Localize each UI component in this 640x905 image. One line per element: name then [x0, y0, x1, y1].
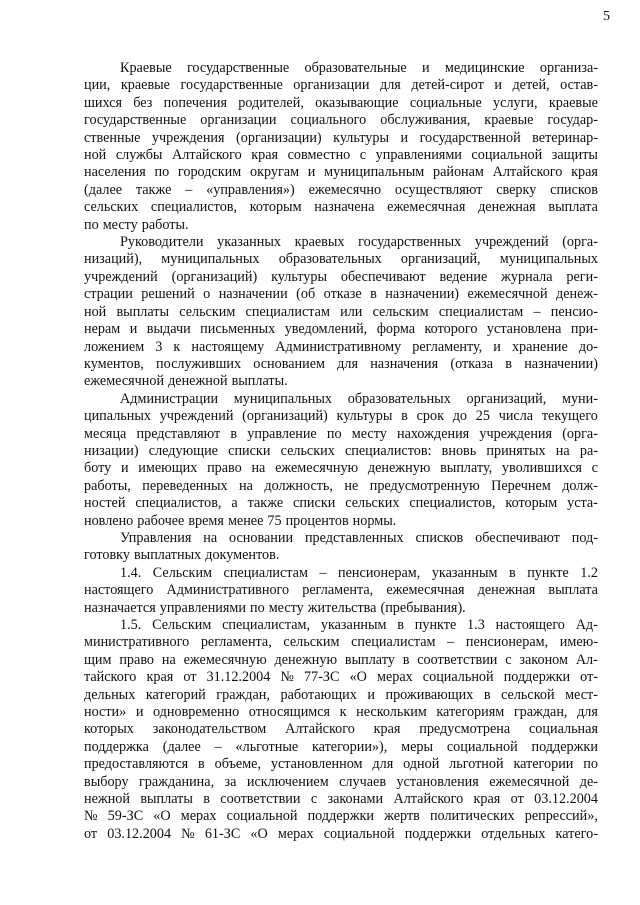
text-line: шихся без попечения родителей, оказывающие социальные услуги, краевые: [84, 94, 598, 111]
text-line: выбору гражданина, за исключением случаев установления ежемесячной де-: [84, 773, 598, 790]
paragraph: [84, 565, 598, 617]
text-line: готовку выплатных документов.: [84, 547, 280, 564]
text-line: учреждений (организаций) культуры обеспечивают ведение журнала реги-: [84, 268, 598, 285]
text-line: ностей специалистов, а также списки сельских специалистов, которым уста-: [84, 495, 598, 512]
text-line: ложением 3 к настоящему Административному регламенту, и хранение до-: [84, 338, 598, 355]
text-line: назначается управлениями по месту жительства (пребывания).: [84, 599, 466, 616]
text-line: ции, краевые государственные организации для детей-сирот и детей, остав-: [84, 77, 598, 94]
text-line: населения по городским округам и муниципальным районам Алтайского края: [84, 164, 598, 181]
text-line: 1.5. Сельским специалистам, указанным в пункте 1.3 настоящего Ад-: [120, 617, 598, 633]
text-line: № 59-ЗС «О мерах социальной поддержки жертв политических репрессий»,: [84, 808, 598, 825]
text-line: поддержка (далее – «льготные категории»), меры социальной поддержки: [84, 738, 598, 755]
text-line: от 03.12.2004 № 61-ЗС «О мерах социальной поддержки отдельных катего-: [84, 825, 598, 842]
text-line: Администрации муниципальных образовательных организаций, муни-: [120, 390, 598, 407]
text-line: нежной выплаты в соответствии с законами Алтайского края от 03.12.2004: [84, 791, 598, 808]
paragraph: [84, 234, 598, 391]
text-line: Управления на основании представленных списков обеспечивают под-: [120, 529, 598, 546]
text-line: предоставляются в объеме, установленном для одной льготной категории по: [84, 756, 598, 773]
paragraph: [84, 60, 598, 234]
text-line: Краевые государственные образовательные и медицинские организа-: [120, 60, 598, 76]
text-line: 1.4. Сельским специалистам – пенсионерам, указанным в пункте 1.2: [120, 564, 598, 581]
text-line: тайского края от 31.12.2004 № 77-ЗС «О мерах социальной поддержки от-: [84, 669, 598, 686]
text-line: ежемесячной денежной выплаты.: [84, 373, 288, 390]
paragraph: [84, 530, 598, 565]
text-line: Руководители указанных краевых государственных учреждений (орга-: [120, 234, 598, 251]
text-line: ной выплаты сельским специалистам или сельским специалистам – пенсио-: [84, 303, 598, 320]
text-line: ной службы Алтайского края совместно с управлениями социальной защиты: [84, 147, 598, 164]
text-line: кументов, послуживших основанием для назначения (отказа в назначении): [84, 355, 598, 372]
text-line: низаций), муниципальных образовательных организаций, муниципальных: [84, 251, 598, 268]
text-line: ственные учреждения (организации) культуры и государственной ветеринар-: [84, 129, 598, 146]
text-line: нерам и выдачи письменных уведомлений, форма которого установлена при-: [84, 321, 598, 338]
text-line: низации) следующие списки сельских специалистов: вновь принятых на ра-: [84, 442, 598, 459]
text-line: министративного регламента, сельским специалистам – пенсионерам, имею-: [84, 634, 598, 651]
text-line: работы, переведенных на должность, не предусмотренную Перечнем долж-: [84, 477, 598, 494]
text-line: ципальных учреждений (организаций) культуры в срок до 25 числа текущего: [84, 408, 598, 425]
text-line: страции решений о назначении (об отказе в назначении) ежемесячной денеж-: [84, 286, 598, 303]
paragraph: [84, 617, 598, 843]
document-body: [84, 60, 598, 843]
text-line: новлено рабочее время менее 75 процентов нормы.: [84, 512, 397, 529]
text-line: месяца представляют в управление по месту нахождения учреждения (орга-: [84, 425, 598, 442]
text-line: боту и имеющих право на ежемесячную денежную выплату, уволившихся с: [84, 460, 598, 477]
text-line: щим право на ежемесячную денежную выплату в соответствии с законом Ал-: [84, 651, 598, 668]
text-line: по месту работы.: [84, 216, 189, 233]
text-line: которых законодательством Алтайского края предусмотрена социальная: [84, 721, 598, 738]
text-line: государственные организации социального обслуживания, краевые государ-: [84, 112, 598, 129]
text-line: дельных категорий граждан, работающих и проживающих в сельской мест-: [84, 686, 598, 703]
paragraph: [84, 391, 598, 530]
text-line: (далее также – «управления») ежемесячно осуществляют сверку списков: [84, 181, 598, 198]
page-number: 5: [603, 9, 610, 24]
text-line: настоящего Административного регламента, ежемесячная денежная выплата: [84, 582, 598, 599]
text-line: ности» и одновременно относящимся к нескольким категориям граждан, для: [84, 704, 598, 721]
text-line: сельских специалистов, которым назначена ежемесячная денежная выплата: [84, 199, 598, 216]
